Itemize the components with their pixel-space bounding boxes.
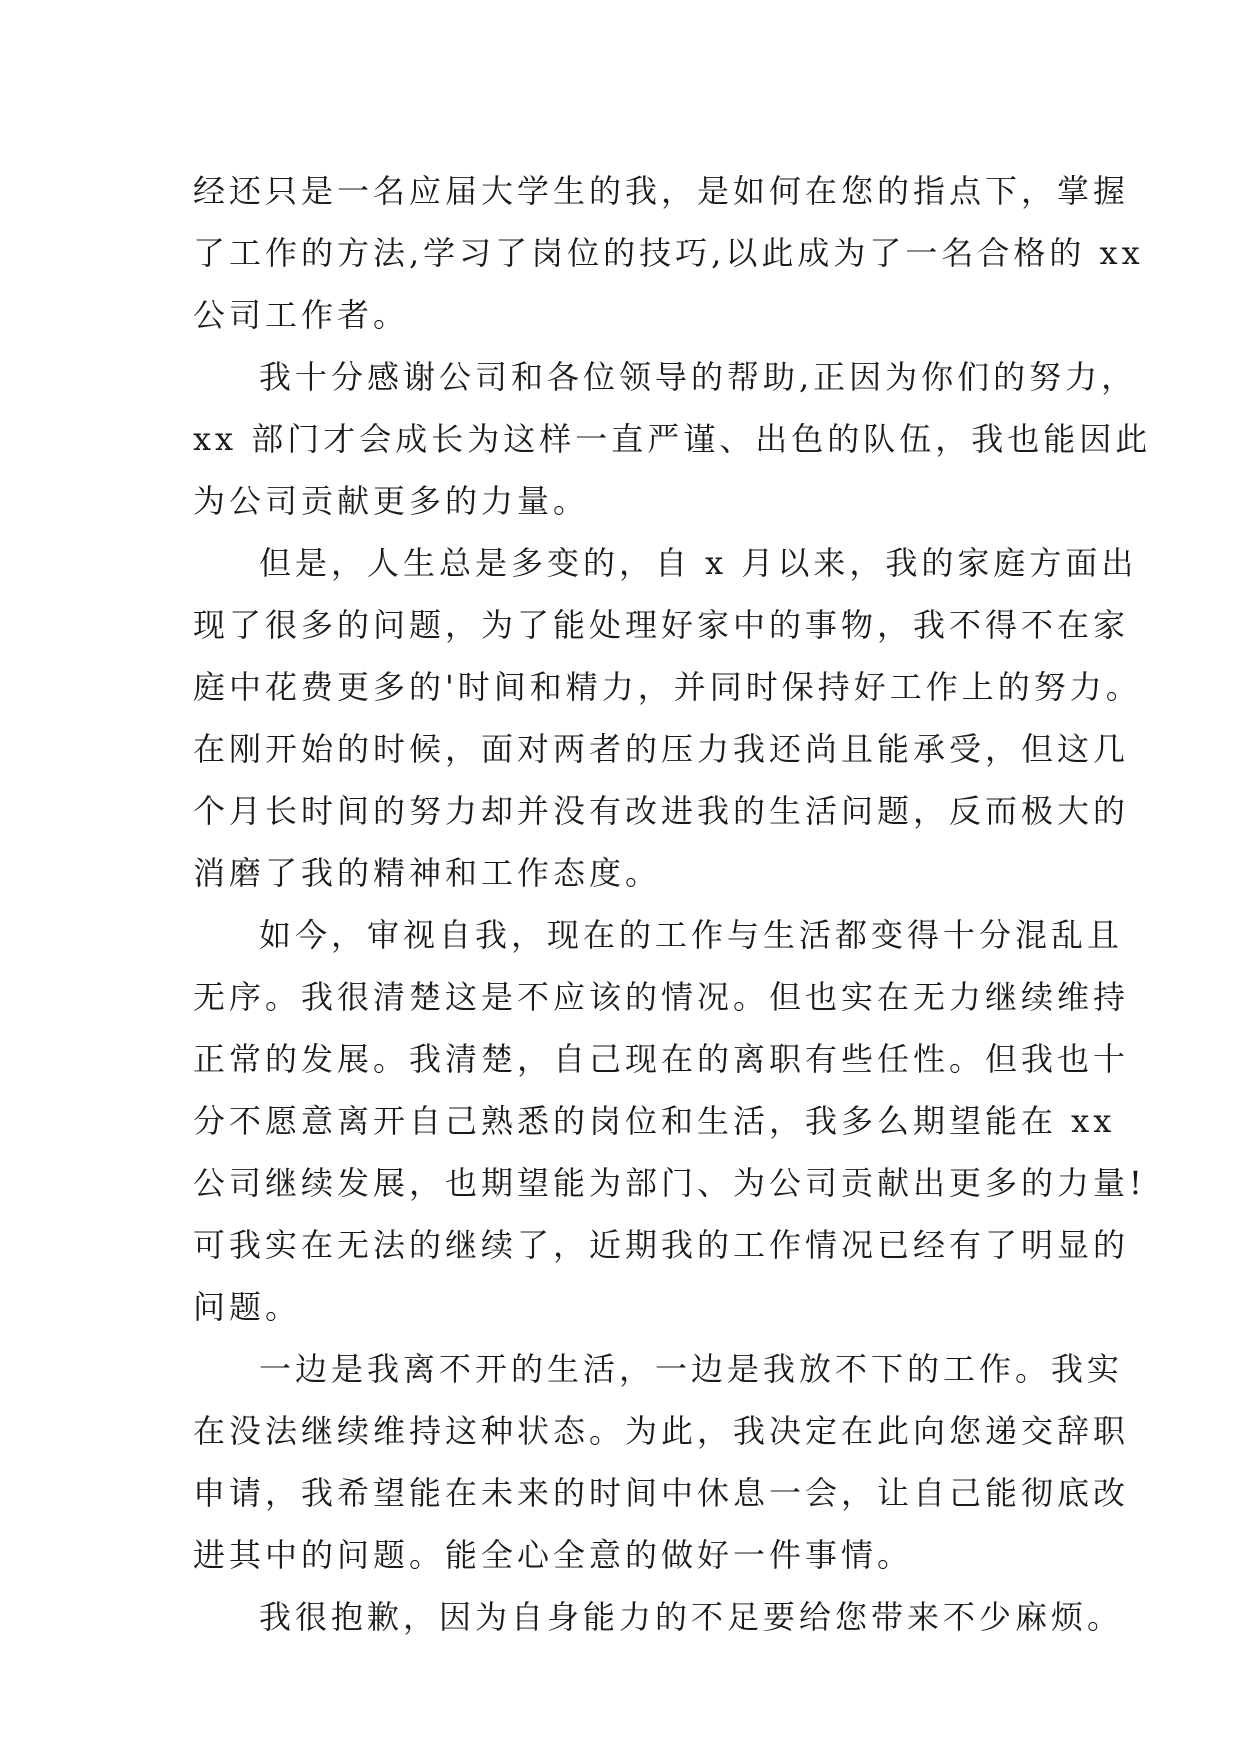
text-line: 问题。	[193, 1288, 302, 1326]
text-line: 个月长时间的努力却并没有改进我的生活问题，反而极大的	[193, 792, 1130, 830]
text-line: 在没法继续维持这种状态。为此，我决定在此向您递交辞职	[193, 1412, 1130, 1450]
text-line: 我很抱歉，因为自身能力的不足要给您带来不少麻烦。	[259, 1598, 1124, 1636]
text-line: 在刚开始的时候，面对两者的压力我还尚且能承受，但这几	[193, 730, 1130, 768]
text-line: 公司继续发展，也期望能为部门、为公司贡献出更多的力量!	[193, 1164, 1146, 1202]
text-line: xx 部门才会成长为这样一直严谨、出色的队伍，我也能因此	[193, 420, 1152, 458]
text-line: 可我实在无法的继续了，近期我的工作情况已经有了明显的	[193, 1226, 1130, 1264]
letter-body	[193, 160, 1152, 1648]
text-line: 现了很多的问题，为了能处理好家中的事物，我不得不在家	[193, 606, 1130, 644]
text-line: 公司工作者。	[193, 296, 410, 334]
text-line: 为公司贡献更多的力量。	[193, 482, 590, 520]
text-line: 一边是我离不开的生活，一边是我放不下的工作。我实	[259, 1350, 1124, 1388]
text-line: 经还只是一名应届大学生的我，是如何在您的指点下，掌握	[193, 172, 1130, 210]
text-line: 正常的发展。我清楚，自己现在的离职有些任性。但我也十	[193, 1040, 1130, 1078]
text-line: 如今，审视自我，现在的工作与生活都变得十分混乱且	[259, 916, 1124, 954]
text-line: 消磨了我的精神和工作态度。	[193, 854, 662, 892]
text-line: 但是，人生总是多变的，自 x 月以来，我的家庭方面出	[259, 544, 1138, 582]
text-line: 庭中花费更多的'时间和精力，并同时保持好工作上的努力。	[193, 668, 1142, 706]
text-line: 我十分感谢公司和各位领导的帮助,正因为你们的努力，	[259, 358, 1138, 396]
text-line: 无序。我很清楚这是不应该的情况。但也实在无力继续维持	[193, 978, 1130, 1016]
text-line: 进其中的问题。能全心全意的做好一件事情。	[193, 1536, 914, 1574]
text-line: 了工作的方法,学习了岗位的技巧,以此成为了一名合格的 xx	[193, 234, 1144, 272]
text-line: 分不愿意离开自己熟悉的岗位和生活，我多么期望能在 xx	[193, 1102, 1116, 1140]
text-line: 申请，我希望能在未来的时间中休息一会，让自己能彻底改	[193, 1474, 1130, 1512]
